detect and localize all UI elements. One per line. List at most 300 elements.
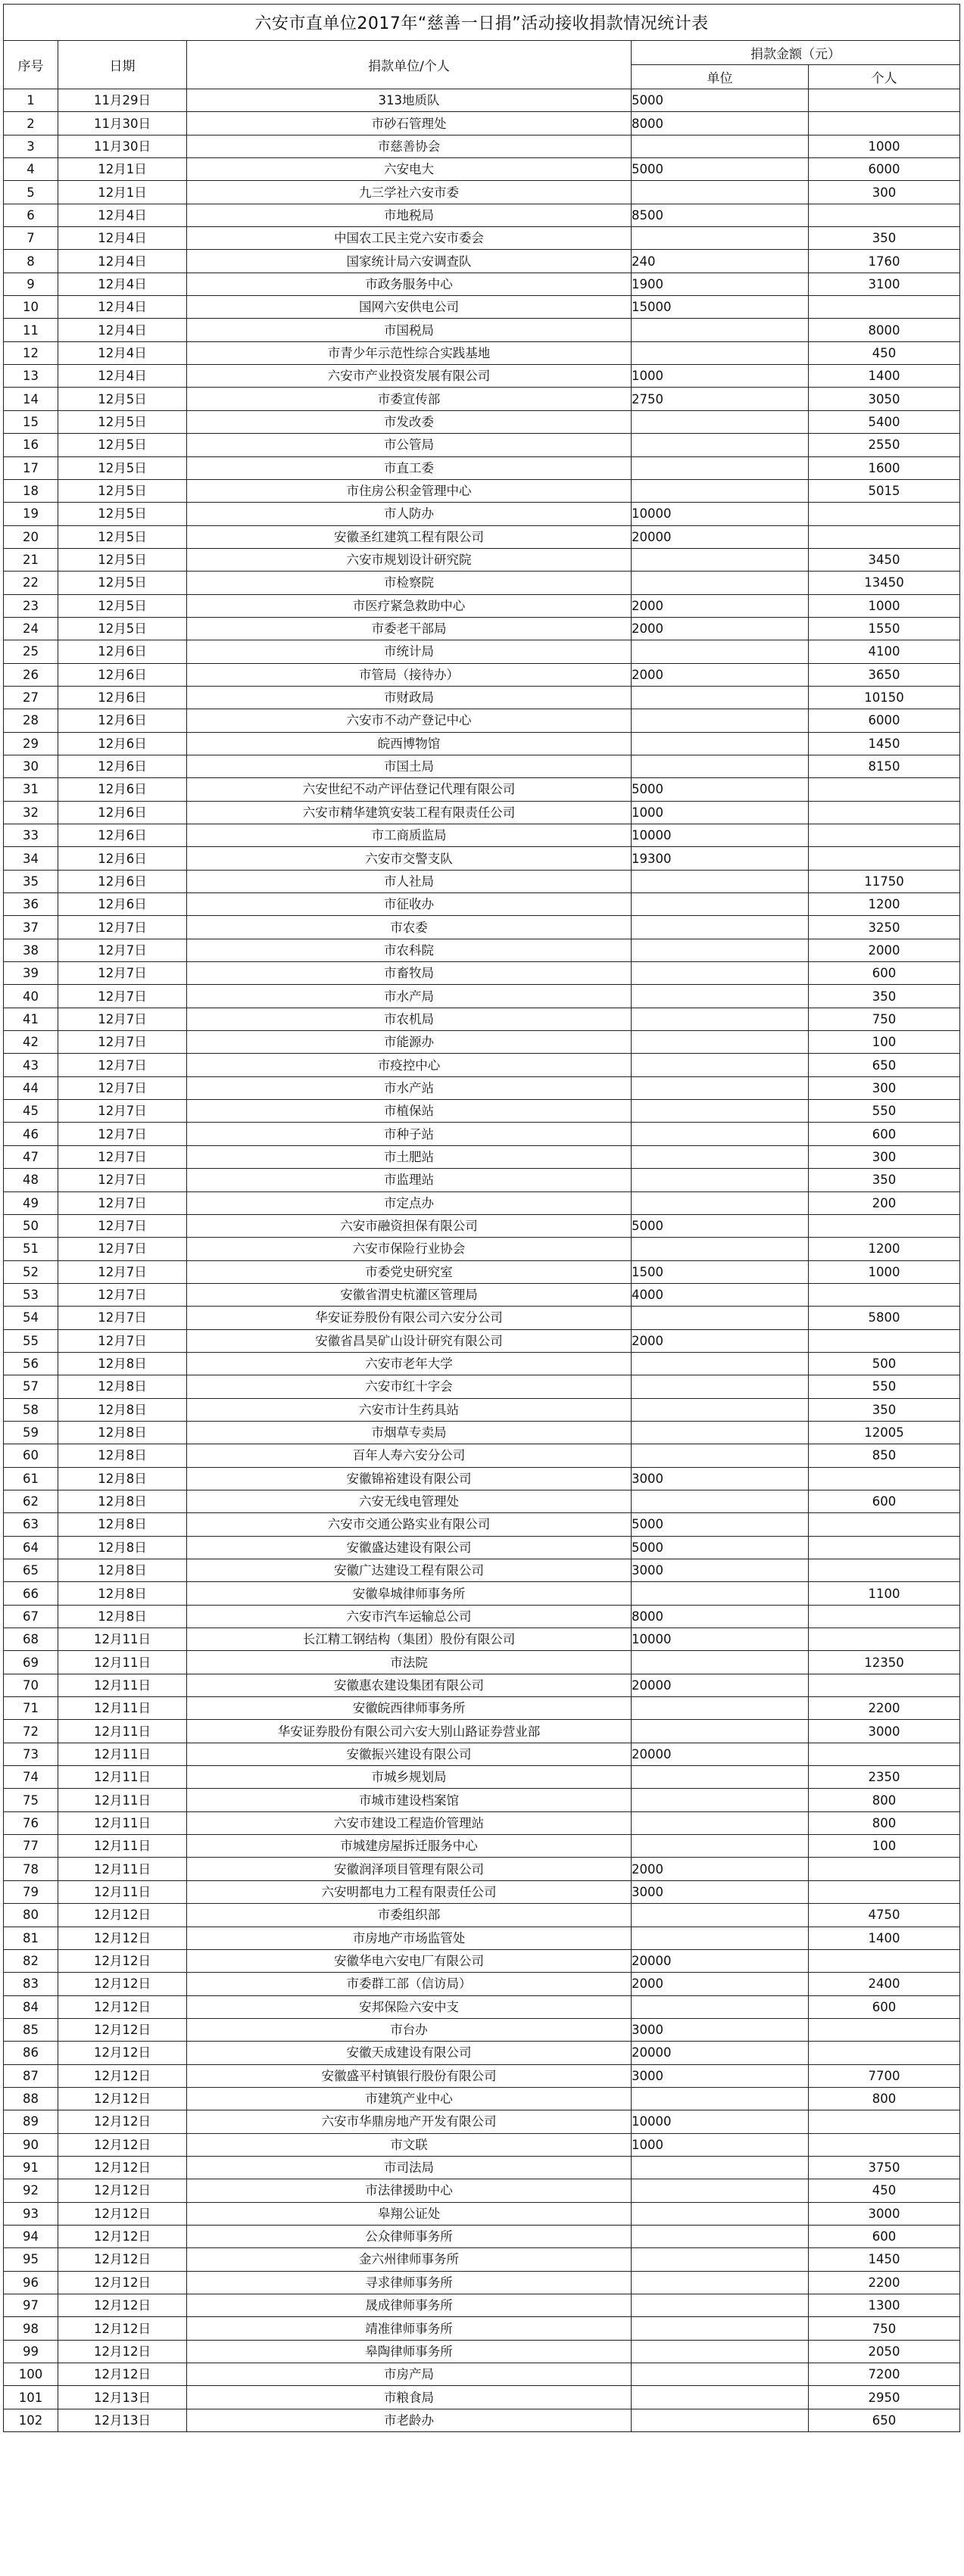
table-row (4, 1398, 960, 1421)
row-date: 12月7日 (58, 1008, 187, 1030)
row-date: 12月7日 (58, 1283, 187, 1306)
row-index: 4 (4, 158, 58, 181)
row-person-amount: 100 (809, 1031, 960, 1054)
row-index: 68 (4, 1628, 58, 1651)
row-date: 12月1日 (58, 181, 187, 204)
row-index: 6 (4, 204, 58, 226)
row-person-amount: 5015 (809, 479, 960, 502)
row-date: 12月12日 (58, 2018, 187, 2041)
row-date: 12月12日 (58, 2110, 187, 2133)
row-date: 11月29日 (58, 89, 187, 112)
row-donor: 六安市红十字会 (187, 1375, 632, 1398)
row-date: 12月12日 (58, 2271, 187, 2294)
table-row (4, 388, 960, 410)
row-unit-amount: 3000 (632, 1880, 809, 1903)
row-unit-amount: 1000 (632, 801, 809, 824)
table-row (4, 1214, 960, 1237)
row-unit-amount (632, 985, 809, 1008)
row-person-amount: 350 (809, 985, 960, 1008)
table-body (4, 89, 960, 2432)
row-date: 12月12日 (58, 2064, 187, 2087)
table-row (4, 732, 960, 755)
row-unit-amount (632, 2294, 809, 2317)
row-unit-amount: 1000 (632, 2133, 809, 2156)
row-person-amount (809, 847, 960, 870)
table-row (4, 1513, 960, 1536)
table-row (4, 1651, 960, 1674)
row-donor: 市人防办 (187, 503, 632, 525)
row-donor: 六安市汽车运输总公司 (187, 1605, 632, 1628)
table-row (4, 1421, 960, 1444)
row-person-amount: 2200 (809, 2271, 960, 2294)
header-unit: 单位 (632, 65, 809, 89)
row-person-amount (809, 525, 960, 548)
row-donor: 市台办 (187, 2018, 632, 2041)
row-donor: 安徽省昌昊矿山设计研究有限公司 (187, 1329, 632, 1352)
row-date: 12月7日 (58, 916, 187, 939)
table-row (4, 1076, 960, 1099)
row-donor: 六安市精华建筑安装工程有限责任公司 (187, 801, 632, 824)
row-unit-amount (632, 319, 809, 341)
row-date: 12月12日 (58, 2225, 187, 2247)
table-row (4, 1307, 960, 1329)
row-person-amount: 300 (809, 1145, 960, 1168)
table-row (4, 479, 960, 502)
row-person-amount: 1760 (809, 250, 960, 273)
table-row (4, 456, 960, 479)
row-person-amount: 600 (809, 1995, 960, 2018)
table-row (4, 1697, 960, 1720)
table-row (4, 1674, 960, 1696)
table-row (4, 1880, 960, 1903)
row-index: 58 (4, 1398, 58, 1421)
table-row (4, 1123, 960, 1145)
row-date: 12月1日 (58, 158, 187, 181)
row-index: 55 (4, 1329, 58, 1352)
row-index: 30 (4, 755, 58, 777)
row-unit-amount (632, 227, 809, 250)
row-donor: 国网六安供电公司 (187, 296, 632, 319)
row-unit-amount: 5000 (632, 158, 809, 181)
row-donor: 六安市融资担保有限公司 (187, 1214, 632, 1237)
row-donor: 华安证券股份有限公司六安大别山路证券营业部 (187, 1720, 632, 1743)
row-index: 59 (4, 1421, 58, 1444)
row-unit-amount (632, 870, 809, 892)
row-person-amount: 13450 (809, 572, 960, 594)
row-person-amount: 350 (809, 1398, 960, 1421)
row-index: 33 (4, 824, 58, 847)
row-index: 8 (4, 250, 58, 273)
table-row (4, 1100, 960, 1123)
row-unit-amount: 3000 (632, 2064, 809, 2087)
table-row (4, 2202, 960, 2225)
row-donor: 市国税局 (187, 319, 632, 341)
row-unit-amount: 3000 (632, 1467, 809, 1490)
row-person-amount (809, 1949, 960, 1972)
row-date: 12月8日 (58, 1421, 187, 1444)
row-donor: 长江精工钢结构（集团）股份有限公司 (187, 1628, 632, 1651)
row-donor: 皋陶律师事务所 (187, 2340, 632, 2363)
row-date: 12月11日 (58, 1880, 187, 1903)
row-index: 43 (4, 1054, 58, 1076)
row-donor: 六安市不动产登记中心 (187, 709, 632, 732)
row-person-amount: 2200 (809, 1697, 960, 1720)
table-row (4, 1329, 960, 1352)
header-index: 序号 (4, 41, 58, 89)
row-person-amount (809, 778, 960, 801)
row-person-amount (809, 2018, 960, 2041)
row-donor: 六安市交警支队 (187, 847, 632, 870)
row-person-amount (809, 112, 960, 135)
table-row (4, 2179, 960, 2202)
row-donor: 313地质队 (187, 89, 632, 112)
row-date: 12月7日 (58, 985, 187, 1008)
row-index: 26 (4, 663, 58, 686)
row-person-amount: 7200 (809, 2363, 960, 2386)
table-row (4, 1789, 960, 1811)
row-date: 12月12日 (58, 2156, 187, 2179)
row-unit-amount (632, 2340, 809, 2363)
table-row (4, 2225, 960, 2247)
row-person-amount: 750 (809, 1008, 960, 1030)
row-unit-amount (632, 1145, 809, 1168)
table-row (4, 204, 960, 226)
table-row (4, 1811, 960, 1834)
row-date: 12月11日 (58, 1858, 187, 1880)
row-date: 11月30日 (58, 135, 187, 157)
row-index: 88 (4, 2087, 58, 2110)
row-unit-amount (632, 479, 809, 502)
row-unit-amount (632, 1398, 809, 1421)
row-donor: 六安市计生药具站 (187, 1398, 632, 1421)
row-index: 22 (4, 572, 58, 594)
row-person-amount: 3000 (809, 1720, 960, 1743)
row-unit-amount (632, 1100, 809, 1123)
table-row (4, 1490, 960, 1512)
row-date: 12月12日 (58, 2363, 187, 2386)
table-row (4, 1995, 960, 2018)
row-unit-amount (632, 2386, 809, 2409)
row-index: 81 (4, 1927, 58, 1949)
row-donor: 六安市规划设计研究院 (187, 548, 632, 571)
row-index: 48 (4, 1169, 58, 1191)
table-row (4, 1973, 960, 1995)
row-date: 12月5日 (58, 434, 187, 456)
row-person-amount: 650 (809, 2409, 960, 2431)
row-person-amount: 500 (809, 1352, 960, 1375)
row-unit-amount: 2000 (632, 663, 809, 686)
row-person-amount: 350 (809, 227, 960, 250)
row-donor: 安徽盛平村镇银行股份有限公司 (187, 2064, 632, 2087)
row-unit-amount: 5000 (632, 1513, 809, 1536)
row-date: 12月11日 (58, 1789, 187, 1811)
row-donor: 公众律师事务所 (187, 2225, 632, 2247)
row-date: 12月4日 (58, 273, 187, 295)
table-row (4, 2386, 960, 2409)
row-index: 37 (4, 916, 58, 939)
table-row (4, 985, 960, 1008)
row-date: 12月12日 (58, 1927, 187, 1949)
row-date: 12月8日 (58, 1467, 187, 1490)
row-person-amount: 7700 (809, 2064, 960, 2087)
row-donor: 六安无线电管理处 (187, 1490, 632, 1512)
row-donor: 安徽皋城律师事务所 (187, 1582, 632, 1605)
row-date: 12月6日 (58, 847, 187, 870)
row-donor: 安徽润泽项目管理有限公司 (187, 1858, 632, 1880)
row-unit-amount (632, 572, 809, 594)
row-index: 94 (4, 2225, 58, 2247)
table-row (4, 319, 960, 341)
row-index: 66 (4, 1582, 58, 1605)
row-donor: 寻求律师事务所 (187, 2271, 632, 2294)
row-index: 72 (4, 1720, 58, 1743)
row-donor: 市房地产市场监管处 (187, 1927, 632, 1949)
row-index: 79 (4, 1880, 58, 1903)
row-index: 60 (4, 1444, 58, 1467)
row-donor: 市政务服务中心 (187, 273, 632, 295)
row-donor: 六安市建设工程造价管理站 (187, 1811, 632, 1834)
row-unit-amount (632, 1697, 809, 1720)
row-donor: 市委宣传部 (187, 388, 632, 410)
table-row (4, 227, 960, 250)
row-unit-amount (632, 1995, 809, 2018)
row-index: 91 (4, 2156, 58, 2179)
row-date: 11月30日 (58, 112, 187, 135)
row-date: 12月6日 (58, 824, 187, 847)
row-donor: 市统计局 (187, 640, 632, 663)
row-index: 74 (4, 1766, 58, 1789)
row-person-amount: 600 (809, 1123, 960, 1145)
row-index: 42 (4, 1031, 58, 1054)
row-index: 87 (4, 2064, 58, 2087)
row-date: 12月7日 (58, 1329, 187, 1352)
row-date: 12月6日 (58, 870, 187, 892)
row-unit-amount: 20000 (632, 2042, 809, 2064)
row-date: 12月5日 (58, 572, 187, 594)
row-donor: 市征收办 (187, 893, 632, 916)
row-person-amount: 1450 (809, 732, 960, 755)
row-donor: 市管局（接待办） (187, 663, 632, 686)
row-person-amount: 300 (809, 1076, 960, 1099)
row-donor: 市烟草专卖局 (187, 1421, 632, 1444)
row-unit-amount: 5000 (632, 89, 809, 112)
row-person-amount (809, 1743, 960, 1765)
row-donor: 市委群工部（信访局） (187, 1973, 632, 1995)
row-date: 12月5日 (58, 503, 187, 525)
row-date: 12月6日 (58, 686, 187, 709)
row-donor: 国家统计局六安调查队 (187, 250, 632, 273)
row-unit-amount: 20000 (632, 1949, 809, 1972)
row-date: 12月6日 (58, 755, 187, 777)
row-donor: 安徽皖西律师事务所 (187, 1697, 632, 1720)
row-person-amount: 750 (809, 2317, 960, 2340)
row-date: 12月7日 (58, 1260, 187, 1283)
row-person-amount (809, 296, 960, 319)
table-row (4, 1858, 960, 1880)
row-index: 28 (4, 709, 58, 732)
table-row (4, 755, 960, 777)
row-date: 12月12日 (58, 2248, 187, 2271)
row-donor: 六安市保险行业协会 (187, 1238, 632, 1260)
row-unit-amount (632, 135, 809, 157)
row-date: 12月11日 (58, 1743, 187, 1765)
row-person-amount: 1000 (809, 594, 960, 617)
row-index: 29 (4, 732, 58, 755)
table-row (4, 2317, 960, 2340)
row-donor: 市委组织部 (187, 1904, 632, 1927)
row-donor: 市能源办 (187, 1031, 632, 1054)
row-donor: 华安证券股份有限公司六安分公司 (187, 1307, 632, 1329)
table-row (4, 1949, 960, 1972)
row-person-amount: 2950 (809, 2386, 960, 2409)
row-date: 12月7日 (58, 1076, 187, 1099)
row-person-amount: 600 (809, 2225, 960, 2247)
row-donor: 晟成律师事务所 (187, 2294, 632, 2317)
row-date: 12月8日 (58, 1559, 187, 1582)
row-index: 23 (4, 594, 58, 617)
row-person-amount (809, 1880, 960, 1903)
table-row (4, 2042, 960, 2064)
table-row (4, 273, 960, 295)
row-index: 73 (4, 1743, 58, 1765)
row-person-amount: 1300 (809, 2294, 960, 2317)
row-index: 57 (4, 1375, 58, 1398)
row-date: 12月7日 (58, 1100, 187, 1123)
header-date: 日期 (58, 41, 187, 89)
row-unit-amount (632, 1811, 809, 1834)
row-date: 12月12日 (58, 2317, 187, 2340)
row-date: 12月7日 (58, 1307, 187, 1329)
row-person-amount: 600 (809, 1490, 960, 1512)
row-unit-amount (632, 939, 809, 961)
row-unit-amount: 4000 (632, 1283, 809, 1306)
table-row (4, 686, 960, 709)
table-row (4, 2156, 960, 2179)
table-row (4, 870, 960, 892)
row-unit-amount: 5000 (632, 778, 809, 801)
table-row (4, 1582, 960, 1605)
row-donor: 市财政局 (187, 686, 632, 709)
row-unit-amount (632, 1031, 809, 1054)
row-unit-amount (632, 434, 809, 456)
row-index: 64 (4, 1536, 58, 1559)
row-unit-amount: 2000 (632, 1329, 809, 1352)
row-donor: 市住房公积金管理中心 (187, 479, 632, 502)
row-person-amount: 3750 (809, 2156, 960, 2179)
row-index: 75 (4, 1789, 58, 1811)
row-donor: 皖西博物馆 (187, 732, 632, 755)
row-person-amount: 1450 (809, 2248, 960, 2271)
row-date: 12月6日 (58, 663, 187, 686)
row-unit-amount (632, 1123, 809, 1145)
row-unit-amount: 20000 (632, 1674, 809, 1696)
row-unit-amount: 2000 (632, 1858, 809, 1880)
table-row (4, 2110, 960, 2133)
row-person-amount (809, 1536, 960, 1559)
row-index: 24 (4, 617, 58, 640)
row-person-amount: 450 (809, 341, 960, 364)
row-date: 12月12日 (58, 1995, 187, 2018)
row-donor: 市房产局 (187, 2363, 632, 2386)
row-unit-amount (632, 2271, 809, 2294)
row-index: 85 (4, 2018, 58, 2041)
row-date: 12月7日 (58, 962, 187, 985)
row-date: 12月6日 (58, 893, 187, 916)
row-index: 18 (4, 479, 58, 502)
row-index: 17 (4, 456, 58, 479)
row-donor: 六安世纪不动产评估登记代理有限公司 (187, 778, 632, 801)
row-person-amount (809, 204, 960, 226)
row-person-amount: 8000 (809, 319, 960, 341)
row-index: 34 (4, 847, 58, 870)
table-row (4, 341, 960, 364)
row-donor: 市法律援助中心 (187, 2179, 632, 2202)
table-row (4, 893, 960, 916)
row-unit-amount: 20000 (632, 525, 809, 548)
row-index: 97 (4, 2294, 58, 2317)
table-row (4, 2064, 960, 2087)
row-unit-amount (632, 1582, 809, 1605)
table-row (4, 410, 960, 433)
row-person-amount (809, 1858, 960, 1880)
row-date: 12月4日 (58, 204, 187, 226)
row-date: 12月7日 (58, 1169, 187, 1191)
row-date: 12月12日 (58, 1904, 187, 1927)
row-donor: 六安市交通公路实业有限公司 (187, 1513, 632, 1536)
row-donor: 市慈善协会 (187, 135, 632, 157)
row-unit-amount (632, 2248, 809, 2271)
row-unit-amount (632, 2179, 809, 2202)
row-donor: 六安明都电力工程有限责任公司 (187, 1880, 632, 1903)
row-index: 10 (4, 296, 58, 319)
table-row (4, 1031, 960, 1054)
row-index: 47 (4, 1145, 58, 1168)
row-person-amount: 1600 (809, 456, 960, 479)
row-index: 100 (4, 2363, 58, 2386)
table-row (4, 1191, 960, 1214)
row-unit-amount: 2000 (632, 617, 809, 640)
row-index: 65 (4, 1559, 58, 1582)
row-index: 39 (4, 962, 58, 985)
table-row (4, 778, 960, 801)
row-date: 12月8日 (58, 1444, 187, 1467)
row-index: 31 (4, 778, 58, 801)
row-unit-amount: 1900 (632, 273, 809, 295)
row-person-amount (809, 1605, 960, 1628)
row-donor: 市医疗紧急救助中心 (187, 594, 632, 617)
table-row (4, 365, 960, 388)
row-donor: 安邦保险六安中支 (187, 1995, 632, 2018)
table-row (4, 847, 960, 870)
row-unit-amount (632, 548, 809, 571)
table-row (4, 1559, 960, 1582)
row-person-amount: 3000 (809, 2202, 960, 2225)
row-person-amount: 3050 (809, 388, 960, 410)
table-row (4, 548, 960, 571)
row-date: 12月13日 (58, 2386, 187, 2409)
header-donor: 捐款单位/个人 (187, 41, 632, 89)
row-donor: 市土肥站 (187, 1145, 632, 1168)
row-index: 82 (4, 1949, 58, 1972)
row-index: 102 (4, 2409, 58, 2431)
table-row (4, 1444, 960, 1467)
row-unit-amount (632, 1375, 809, 1398)
row-unit-amount (632, 181, 809, 204)
table-row (4, 640, 960, 663)
row-unit-amount (632, 1904, 809, 1927)
row-index: 51 (4, 1238, 58, 1260)
row-unit-amount: 8000 (632, 1605, 809, 1628)
